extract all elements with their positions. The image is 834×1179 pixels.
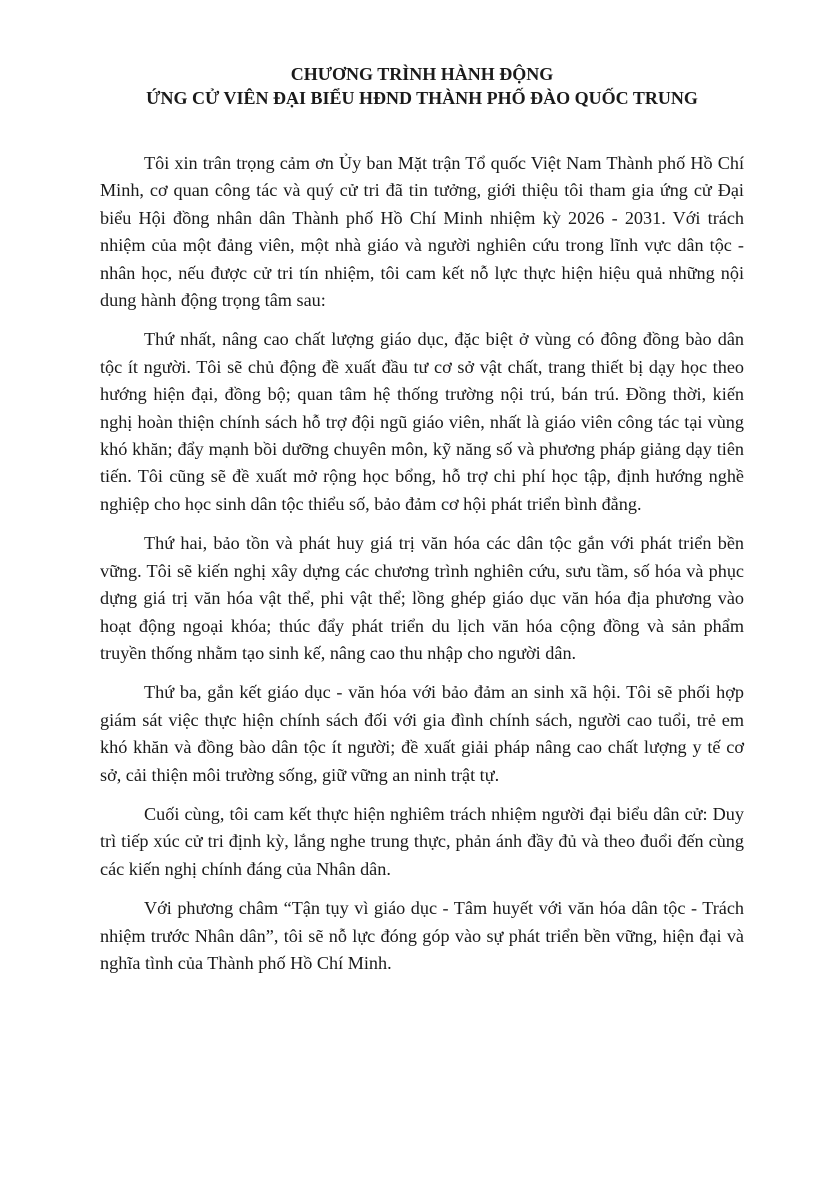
paragraph-second: Thứ hai, bảo tồn và phát huy giá trị văn hóa các dân tộc gắn với phát triển bền vững. Tôi sẽ kiến nghị xây dựng các chương trình nghiên cứu, sưu tầm, số hóa và phục dựng giá trị văn hóa vật thể, phi vật thể; lồng ghép giáo dục văn hóa địa phương vào hoạt động ngoại khóa; thúc đẩy phát triển du lịch văn hóa cộng đồng và sản phẩm truyền thống nhằm tạo sinh kế, nâng cao thu nhập cho người dân. (100, 533, 744, 663)
document-title (100, 62, 744, 110)
paragraph-commitment: Cuối cùng, tôi cam kết thực hiện nghiêm trách nhiệm người đại biểu dân cử: Duy trì tiếp xúc cử tri định kỳ, lắng nghe trung thực, phản ánh đầy đủ và theo đuổi đến cùng các kiến nghị chính đáng của Nhân dân. (100, 803, 744, 879)
title-line-1: CHƯƠNG TRÌNH HÀNH ĐỘNG (290, 64, 554, 84)
paragraph-first: Thứ nhất, nâng cao chất lượng giáo dục, đặc biệt ở vùng có đông đồng bào dân tộc ít người. Tôi sẽ chủ động đề xuất đầu tư cơ sở vật chất, trang thiết bị dạy học theo hướng hiện đại, đồng bộ; quan tâm hệ thống trường nội trú, bán trú. Đồng thời, kiến nghị hoàn thiện chính sách hỗ trợ đội ngũ giáo viên, nhất là giáo viên công tác tại vùng khó khăn; đẩy mạnh bồi dưỡng chuyên môn, kỹ năng số và phương pháp giảng dạy tiên tiến. Tôi cũng sẽ đề xuất mở rộng học bổng, hỗ trợ chi phí học tập, định hướng nghề nghiệp cho học sinh dân tộc thiểu số, bảo đảm cơ hội phát triển bình đẳng. (100, 329, 744, 514)
title-line-2: ỨNG CỬ VIÊN ĐẠI BIỂU HĐND THÀNH PHỐ ĐÀO QUỐC TRUNG (146, 88, 698, 108)
paragraph-intro: Tôi xin trân trọng cảm ơn Ủy ban Mặt trận Tổ quốc Việt Nam Thành phố Hồ Chí Minh, cơ quan công tác và quý cử tri đã tin tưởng, giới thiệu tôi tham gia ứng cử Đại biểu Hội đồng nhân dân Thành phố Hồ Chí Minh nhiệm kỳ 2026 - 2031. Với trách nhiệm của một đảng viên, một nhà giáo và người nghiên cứu trong lĩnh vực dân tộc - nhân học, nếu được cử tri tín nhiệm, tôi cam kết nỗ lực thực hiện hiệu quả những nội dung hành động trọng tâm sau: (100, 153, 744, 311)
paragraph-third: Thứ ba, gắn kết giáo dục - văn hóa với bảo đảm an sinh xã hội. Tôi sẽ phối hợp giám sát việc thực hiện chính sách đối với gia đình chính sách, người cao tuổi, trẻ em khó khăn và đồng bào dân tộc ít người; đề xuất giải pháp nâng cao chất lượng y tế cơ sở, cải thiện môi trường sống, giữ vững an ninh trật tự. (100, 682, 744, 785)
paragraph-closing: Với phương châm “Tận tụy vì giáo dục - Tâm huyết với văn hóa dân tộc - Trách nhiệm trước Nhân dân”, tôi sẽ nỗ lực đóng góp vào sự phát triển bền vững, hiện đại và nghĩa tình của Thành phố Hồ Chí Minh. (100, 898, 744, 973)
